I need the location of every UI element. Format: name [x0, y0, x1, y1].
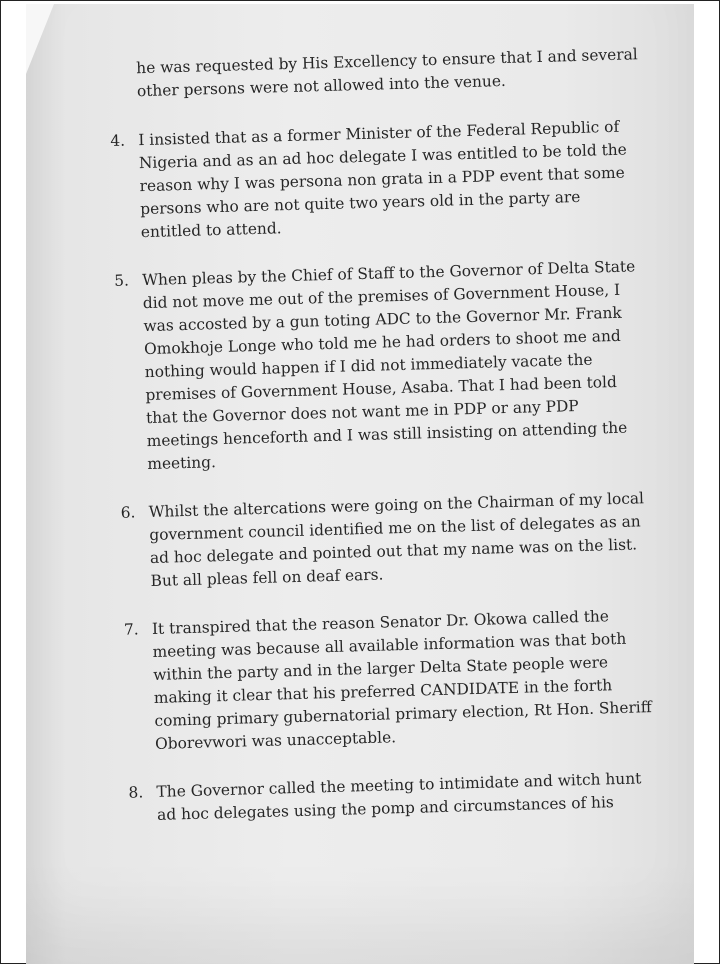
- text-line: persons who are not quite two years old in the party are: [139, 187, 581, 219]
- text-line: ad hoc delegate and pointed out that my name was on the list.: [149, 535, 638, 568]
- text-line: But all pleas fell on deaf ears.: [150, 565, 384, 591]
- text-line: he was requested by His Excellency to ensure that I and several: [136, 45, 638, 78]
- text-line: The Governor called the meeting to intimidate and witch hunt: [156, 769, 642, 801]
- text-line: meeting.: [147, 453, 217, 474]
- text-line: meeting was because all available information was that both: [152, 629, 627, 661]
- item-text: [152, 603, 676, 755]
- text-line: Whilst the altercations were going on the Chairman of my local: [148, 489, 645, 522]
- item-text: [156, 766, 677, 827]
- text-line: reason why I was persona non grata in a PDP event that some: [139, 163, 625, 196]
- numbered-item-8: [128, 766, 677, 827]
- numbered-item-7: [124, 603, 676, 756]
- text-line: meetings henceforth and I was still insisting on attending the: [146, 418, 628, 451]
- numbered-item-6: [120, 487, 670, 594]
- item-number: 4.: [110, 131, 126, 150]
- text-line: premises of Government House, Asaba. That I had been told: [145, 372, 618, 405]
- text-line: coming primary gubernatorial primary election, Rt Hon. Sheriff: [154, 698, 652, 730]
- text-line: within the party and in the larger Delta State people were: [152, 653, 609, 684]
- text-line: I insisted that as a former Minister of the Federal Republic of: [138, 117, 620, 150]
- text-line: entitled to attend.: [140, 219, 282, 242]
- item-number: 5.: [113, 271, 130, 290]
- text-line: ad hoc delegates using the pomp and circumstances of his: [156, 793, 615, 824]
- item-text: [138, 115, 661, 244]
- numbered-item-5: [114, 255, 668, 477]
- item-number: 7.: [123, 620, 139, 639]
- text-line: was accosted by a gun toting ADC to the Governor Mr. Frank: [143, 303, 622, 336]
- text-line: It transpired that the reason Senator Dr. Okowa called the: [151, 607, 610, 638]
- text-line: Nigeria and as an ad hoc delegate I was entitled to be told the: [138, 140, 628, 173]
- item-number: 8.: [128, 783, 144, 802]
- text-line: did not move me out of the premises of Government House, I: [142, 280, 621, 313]
- page-fold-corner: [26, 4, 54, 74]
- text-line: making it clear that his preferred CANDIDATE in the forth: [153, 676, 613, 707]
- text-line: When pleas by the Chief of Staff to the Governor of Delta State: [141, 257, 636, 290]
- text-line: Oborevwori was unacceptable.: [154, 728, 397, 753]
- item-text: [142, 255, 668, 476]
- item-number: 6.: [120, 503, 136, 522]
- text-line: government council identified me on the list of delegates as an: [149, 512, 641, 545]
- document-text: [108, 43, 678, 853]
- numbered-item-4: [110, 115, 661, 245]
- page-shadow: [26, 860, 694, 964]
- text-line: other persons were not allowed into the venue.: [136, 71, 507, 101]
- item-text: [148, 487, 670, 593]
- text-line: that the Governor does not want me in PDP or any PDP: [145, 396, 579, 428]
- text-line: nothing would happen if I did not immediately vacate the: [144, 350, 593, 382]
- text-line: Omokhoje Longe who told me he had orders to shoot me and: [143, 326, 621, 359]
